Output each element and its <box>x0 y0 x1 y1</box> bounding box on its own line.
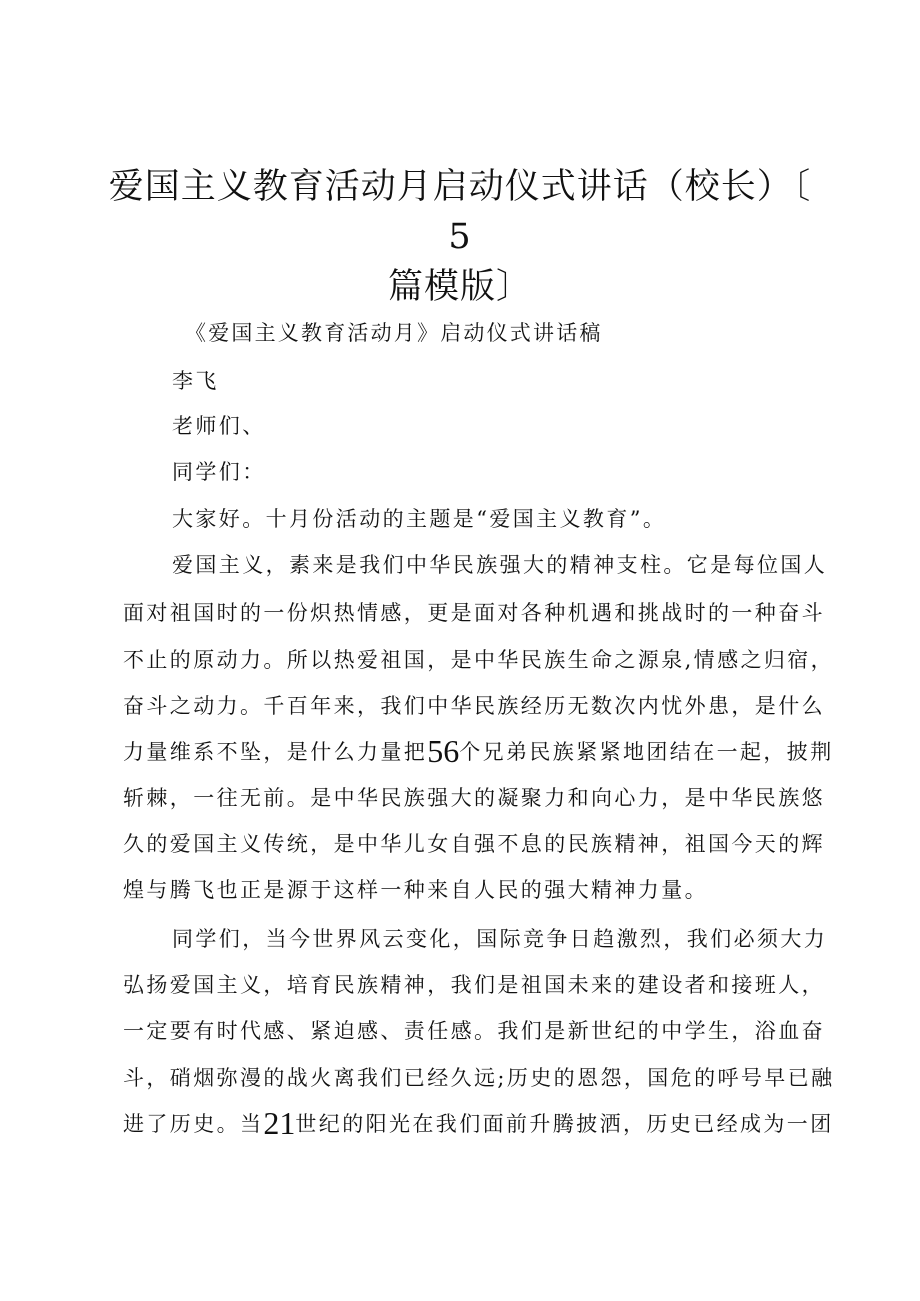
greeting-line: 大家好。十月份活动的主题是“爱国主义教育”。 <box>172 507 667 531</box>
paragraph-1-line-8: 煌与腾飞也正是源于这样一种来自人民的强大精神力量。 <box>123 878 708 902</box>
paragraph-1-line-5 <box>123 733 834 769</box>
speech-subtitle: 《爱国主义教育活动月》启动仪式讲话稿 <box>185 321 603 345</box>
paragraph-1-line-1: 爱国主义，素来是我们中华民族强大的精神支柱。它是每位国人 <box>172 553 828 577</box>
paragraph-2-line-5-end: 世纪的阳光在我们面前升腾披洒，历史已经成为一团 <box>295 1112 834 1136</box>
document-title-line-1: 爱国主义教育活动月启动仪式讲话（校长）〔 <box>108 167 812 207</box>
number-56: 56 <box>427 733 460 769</box>
salutation-students: 同学们： <box>172 460 266 484</box>
document-title-line-2: 5 <box>448 217 472 257</box>
paragraph-2-line-2: 弘扬爱国主义，培育民族精神，我们是祖国未来的建设者和接班人， <box>123 973 825 997</box>
salutation-teachers: 老师们、 <box>172 414 266 438</box>
paragraph-2-line-1: 同学们，当今世界风云变化，国际竞争日趋激烈，我们必须大力 <box>172 927 828 951</box>
paragraph-2-line-4: 斗，硝烟弥漫的战火离我们已经久远;历史的恩怨，国危的呼号早已融 <box>123 1066 835 1090</box>
paragraph-2-line-3: 一定要有时代感、紧迫感、责任感。我们是新世纪的中学生，浴血奋 <box>123 1019 825 1043</box>
paragraph-1-line-2: 面对祖国时的一份炽热情感，更是面对各种机遇和挑战时的一种奋斗 <box>123 601 825 625</box>
paragraph-1-line-5-start: 力量维系不坠，是什么力量把 <box>123 740 428 764</box>
number-21: 21 <box>263 1105 296 1141</box>
author-name: 李飞 <box>172 369 219 393</box>
paragraph-1-line-4: 奋斗之动力。千百年来，我们中华民族经历无数次内忧外患，是什么 <box>123 694 825 718</box>
paragraph-1-line-7: 久的爱国主义传统，是中华儿女自强不息的民族精神，祖国今天的辉 <box>123 832 825 856</box>
paragraph-2-line-5 <box>123 1105 834 1141</box>
paragraph-1-line-6: 斩棘，一往无前。是中华民族强大的凝聚力和向心力，是中华民族悠 <box>123 786 825 810</box>
paragraph-1-line-5-end: 个兄弟民族紧紧地团结在一起，披荆 <box>459 740 834 764</box>
document-title-line-3: 篇模版〕 <box>387 267 532 307</box>
paragraph-1-line-3: 不止的原动力。所以热爱祖国，是中华民族生命之源泉,情感之归宿， <box>123 648 835 672</box>
paragraph-2-line-5-start: 进了历史。当 <box>123 1112 264 1136</box>
